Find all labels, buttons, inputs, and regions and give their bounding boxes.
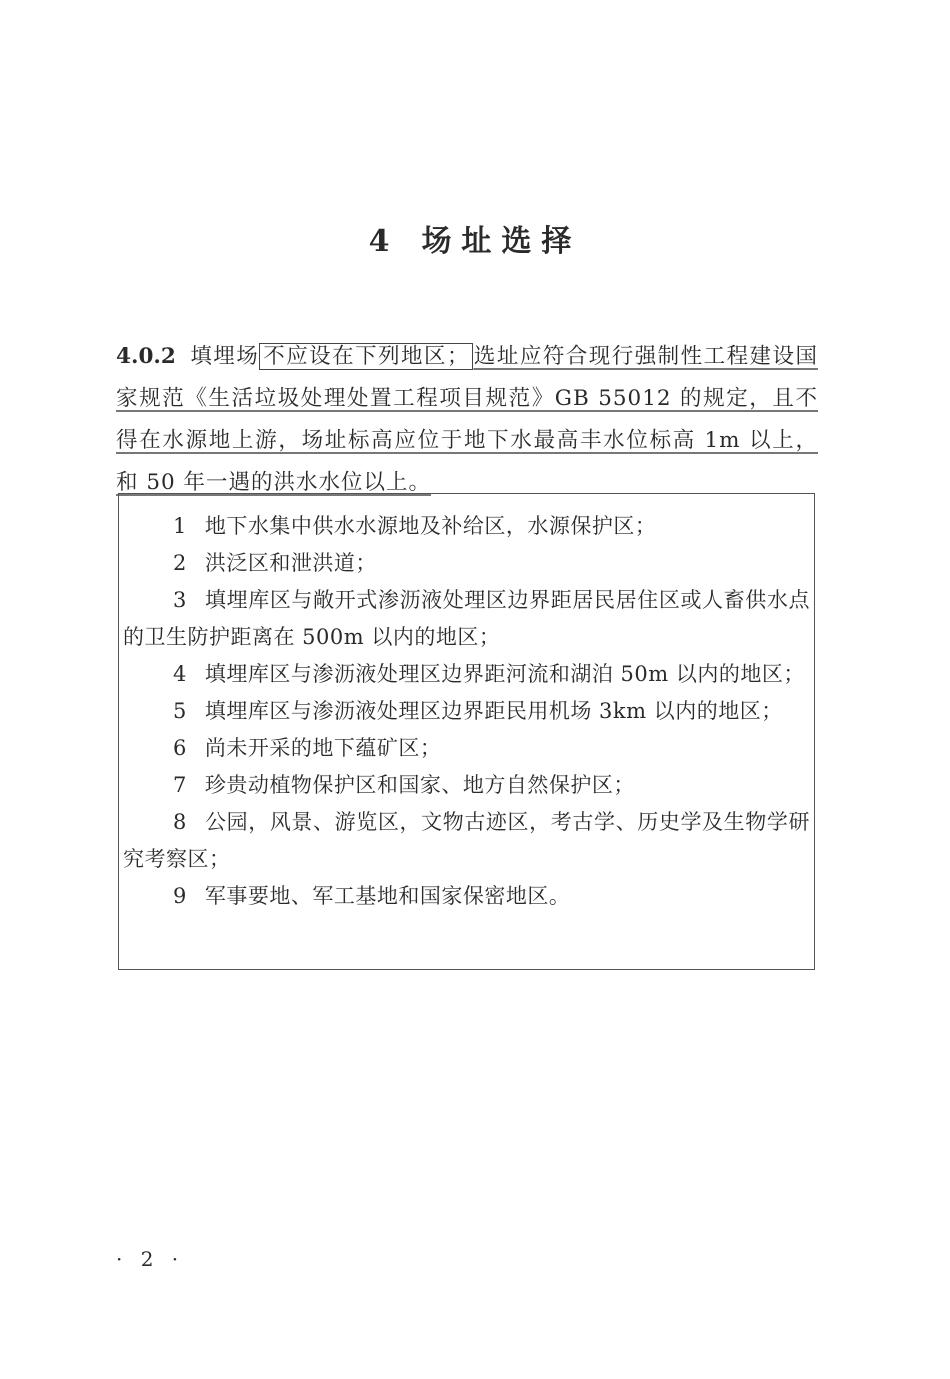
page-number: · 2 · — [116, 1247, 185, 1271]
list-item-text: 填埋库区与敞开式渗沥液处理区边界距居民居住区或人畜供水点的卫生防护距离在 500m 以内的地区； — [123, 588, 810, 649]
list-item-text: 洪泛区和泄洪道； — [204, 551, 377, 575]
list-item — [123, 878, 810, 915]
clause-4-0-2 — [116, 336, 818, 504]
list-item-number: 2 — [173, 551, 187, 575]
list-item — [123, 582, 810, 656]
list-item-number: 5 — [173, 699, 187, 723]
list-item — [123, 508, 810, 545]
list-item-number: 6 — [173, 736, 187, 760]
list-item-text: 公园，风景、游览区，文物古迹区，考古学、历史学及生物学研究考察区； — [123, 810, 810, 871]
list-item-number: 7 — [173, 773, 187, 797]
chapter-title-text: 场址选择 — [421, 224, 582, 259]
list-item-text: 珍贵动植物保护区和国家、地方自然保护区； — [204, 773, 635, 797]
list-item-text: 填埋库区与渗沥液处理区边界距民用机场 3km 以内的地区； — [204, 699, 783, 723]
clause-number: 4.0.2 — [116, 344, 176, 369]
list-item — [123, 656, 810, 693]
list-item-text: 尚未开采的地下蕴矿区； — [204, 736, 442, 760]
list-item-number: 8 — [173, 810, 187, 834]
list-item-text: 填埋库区与渗沥液处理区边界距河流和湖泊 50m 以内的地区； — [204, 662, 805, 686]
list-item-text: 地下水集中供水水源地及补给区，水源保护区； — [204, 514, 657, 538]
prohibited-areas-list — [118, 493, 815, 970]
list-item-number: 1 — [173, 514, 187, 538]
clause-underlined-text: 选址应符合现行强制性工程建设国家规范《生活垃圾处理处置工程项目规范》GB 55012 的规定，且不得在水源地上游，场址标高应位于地下水最高丰水位标高 1m 以上，和 50 年一遇的洪水水位以上。 — [116, 344, 818, 495]
list-item — [123, 767, 810, 804]
list-item — [123, 730, 810, 767]
chapter-title — [0, 216, 950, 260]
list-item-number: 3 — [173, 588, 187, 612]
clause-lead: 填埋场 — [189, 344, 260, 369]
clause-boxed-text: 不应设在下列地区； — [259, 343, 473, 370]
list-item — [123, 693, 810, 730]
list-item-text: 军事要地、军工基地和国家保密地区。 — [204, 884, 571, 908]
list-item-number: 4 — [173, 662, 187, 686]
list-item — [123, 804, 810, 878]
list-item-number: 9 — [173, 884, 187, 908]
chapter-number: 4 — [368, 224, 400, 259]
list-item — [123, 545, 810, 582]
